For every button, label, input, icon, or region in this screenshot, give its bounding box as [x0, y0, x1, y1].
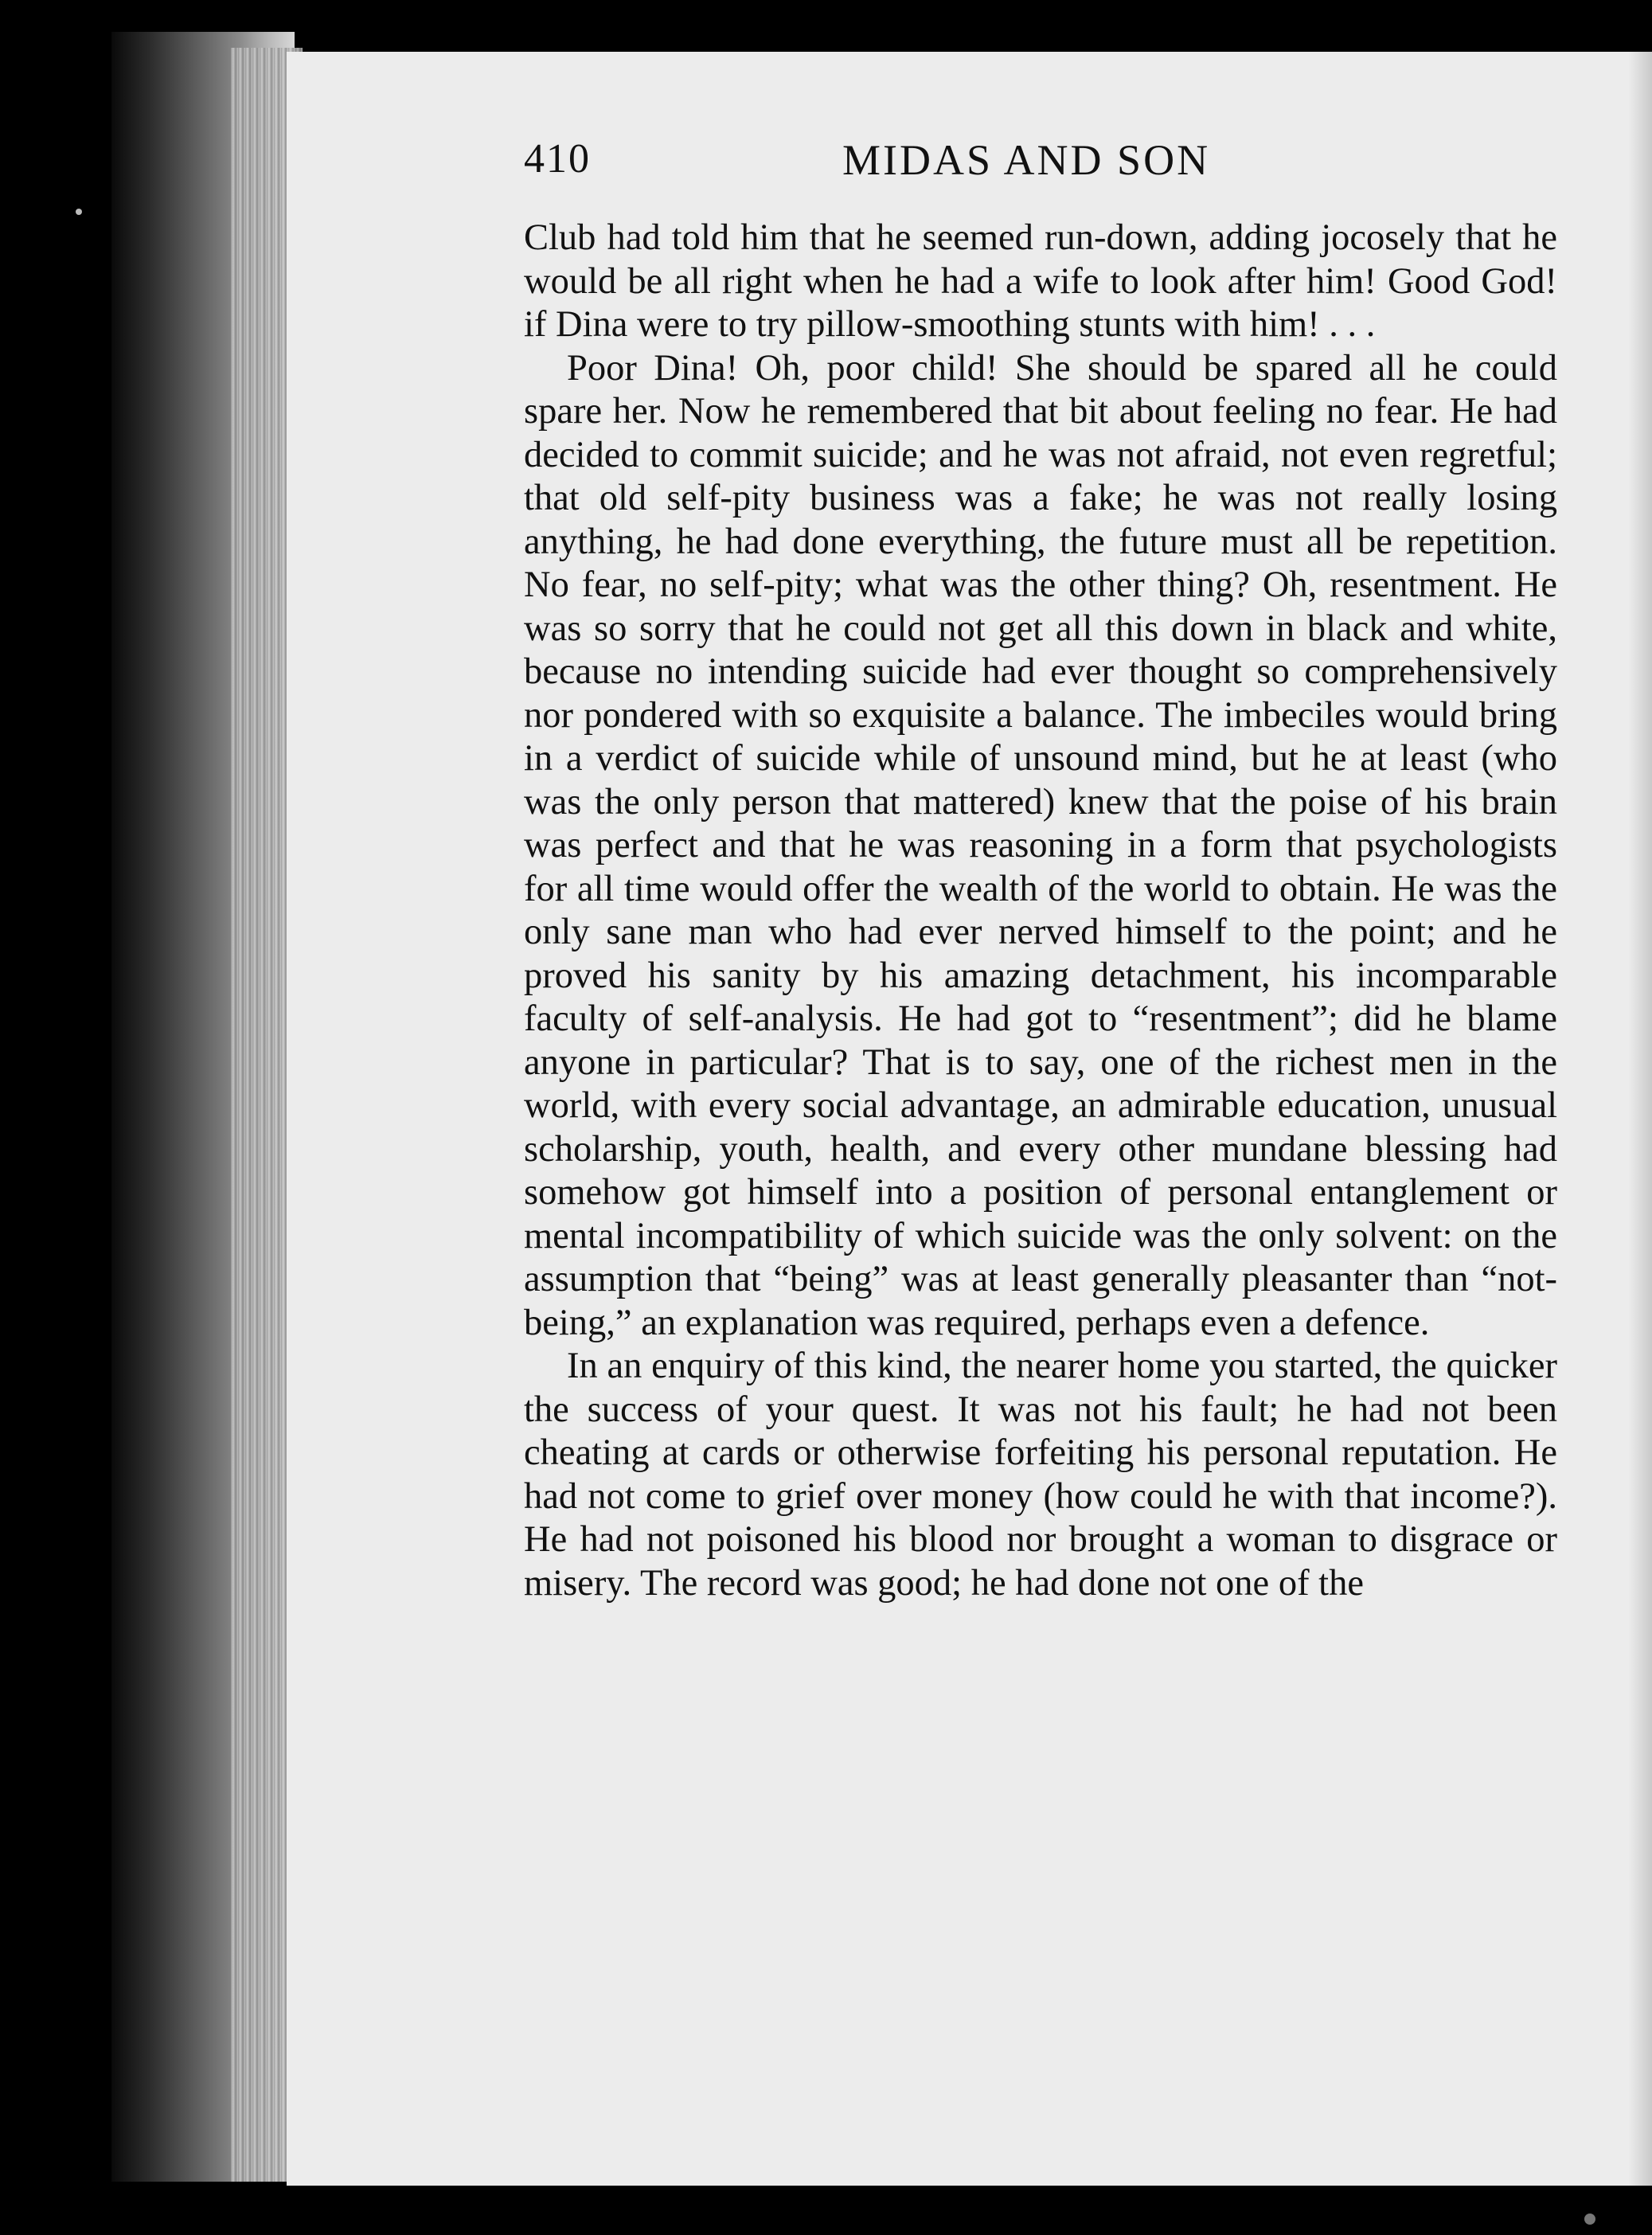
scan-dust-speck	[76, 209, 82, 215]
paragraph: In an enquiry of this kind, the nearer home you started, the quicker the success of your quest. It was not his fault; he had not been cheating at cards or otherwise forfeiting his personal reputation. He had not come to grief over money (how could he with that income?). He had not poisoned his blood nor brought a woman to disgrace or misery. The record was good; he had done not one of the	[524, 1346, 1557, 1604]
page-number: 410	[524, 136, 591, 182]
scan-dust-speck	[1584, 2214, 1595, 2225]
paragraph: Poor Dina! Oh, poor child! She should be spared all he could spare her. Now he remembered that bit about feeling no fear. He had decided to commit suicide; and he was not afraid, not even regretful; that old self-pity business was a fake; he was not really losing anything, he had done everything, the future must all be repetition. No fear, no self-pity; what was the other thing? Oh, resentment. He was so sorry that he could not get all this down in black and white, because no intending suicide had ever thought so comprehensively nor pondered with so exquisite a balance. The imbeciles would bring in a verdict of suicide while of unsound mind, but he at least (who was the only person that mattered) knew that the poise of his brain was perfect and that he was reasoning in a form that psychologists for all time would offer the wealth of the world to obtain. He was the only sane man who had ever nerved himself to the point; and he proved his sanity by his amazing detachment, his incomparable faculty of self-analysis. He had got to “resentment”; did he blame anyone in particular? That is to say, one of the richest men in the world, with every social advantage, an admirable education, unusual scholarship, youth, health, and every other mundane blessing had somehow got himself into a position of personal entanglement or mental incompatibility of which suicide was the only solvent: on the assumption that “being” was at least generally pleasanter than “not-being,” an explanation was required, perhaps even a defence.	[524, 347, 1557, 1343]
body-text	[524, 217, 1557, 1605]
page-edge-shadow	[1628, 52, 1652, 2186]
running-title: MIDAS AND SON	[842, 136, 1211, 184]
paragraph-continued: Club had told him that he seemed run-down, adding jocosely that he would be all right when he had a wife to look after him! Good God! if Dina were to try pillow-smoothing stunts with him! . . .	[524, 217, 1557, 345]
running-head	[524, 135, 1559, 199]
